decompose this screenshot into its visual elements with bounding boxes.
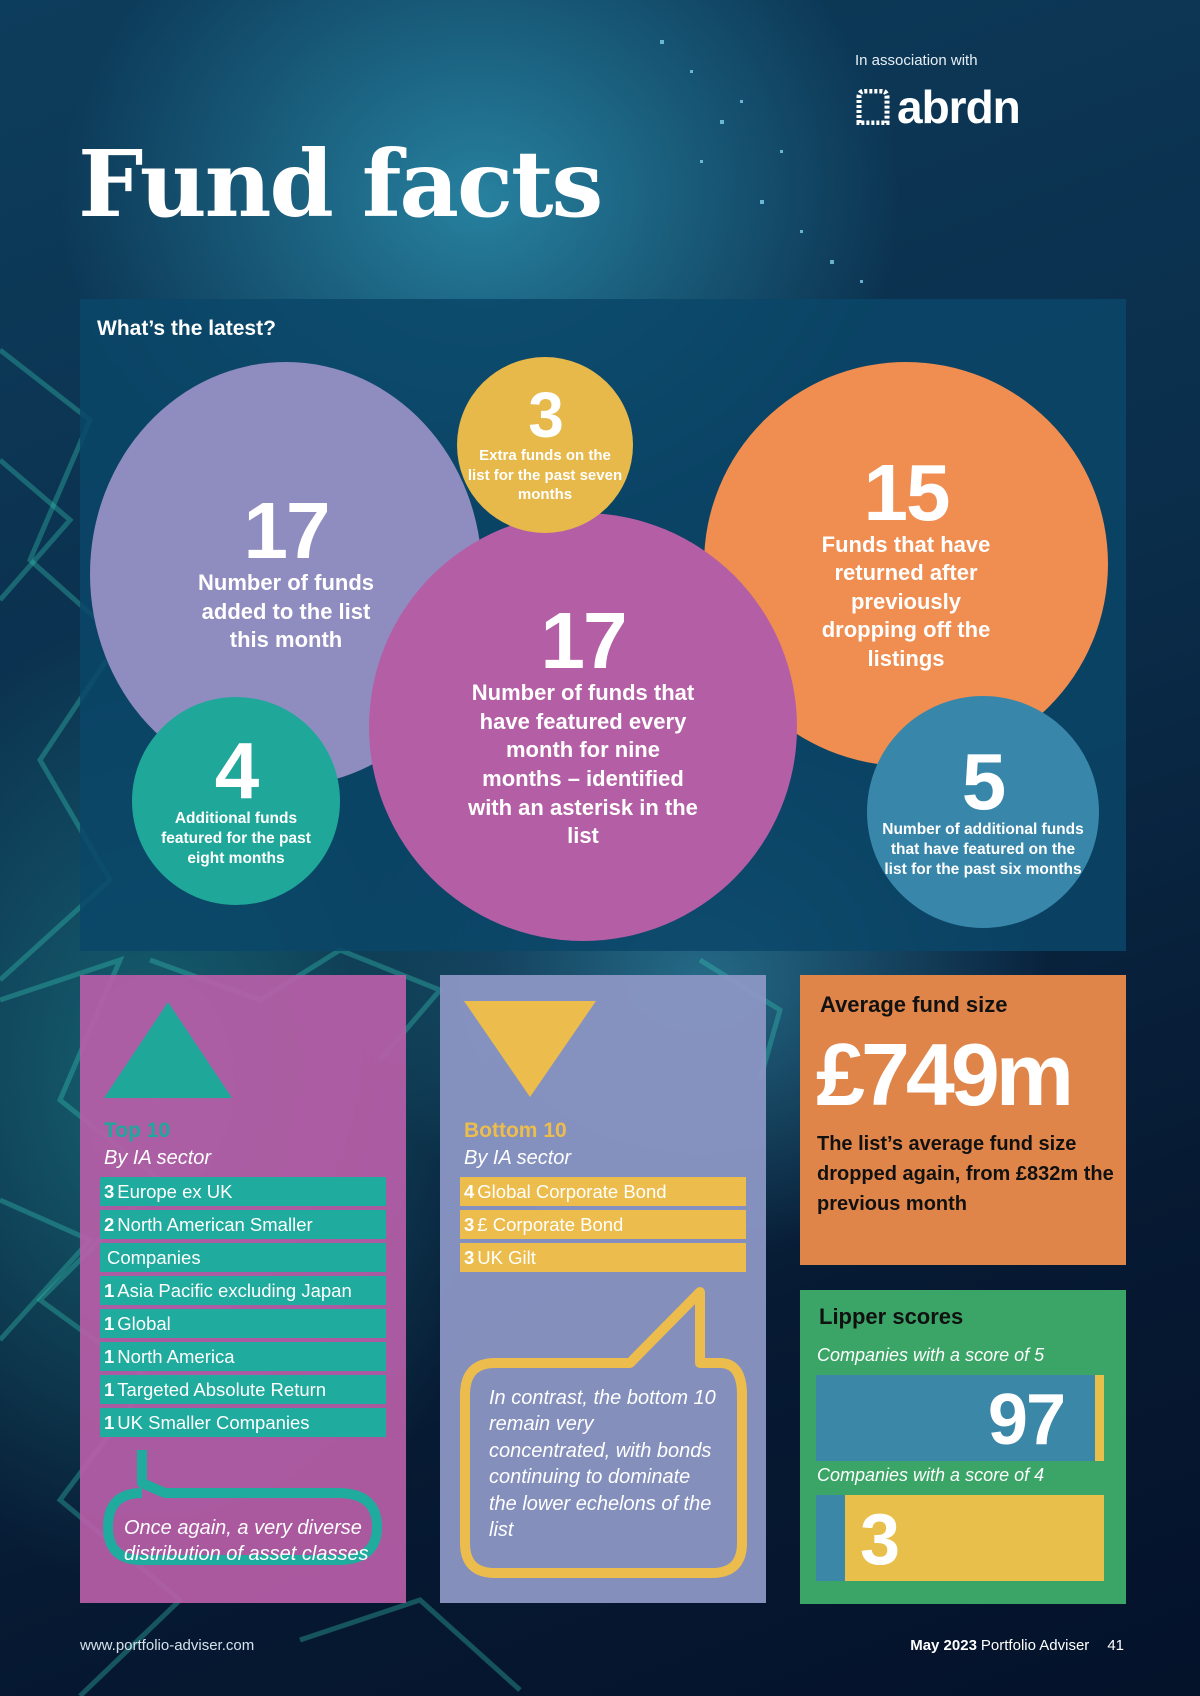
sector-count: 3 (104, 1181, 115, 1202)
stat-circle-six-months (867, 696, 1099, 928)
stat-description: Number of funds that have featured every month for nine months – identified with an asterisk in the list (468, 680, 698, 849)
issue-date: May 2023 (910, 1637, 977, 1654)
whats-the-latest-section (80, 299, 1126, 951)
score-5-bar (816, 1375, 1104, 1461)
stat-number: 17 (243, 486, 329, 576)
top-10-bubble-text: Once again, a very diverse distribution of asset classes (124, 1517, 369, 1566)
sector-name: Asia Pacific excluding Japan (117, 1280, 352, 1301)
top-10-heading: Top 10 (104, 1119, 171, 1142)
association-text: In association with (855, 52, 978, 69)
sector-name: UK Gilt (477, 1247, 536, 1268)
lipper-scores-heading: Lipper scores (819, 1304, 964, 1329)
stat-description: Number of funds added to the list this month (198, 570, 374, 653)
bottom-10-bubble-text: In contrast, the bottom 10 remain very concentrated, with bonds continuing to dominate the lower echelons of the list (489, 1387, 716, 1541)
stat-circle-eight-months (132, 697, 340, 905)
footer-url: www.portfolio-adviser.com (80, 1637, 255, 1654)
publication-name: Portfolio Adviser (980, 1637, 1090, 1654)
lipper-scores-panel (800, 1290, 1126, 1604)
speech-bubble-icon (80, 975, 406, 1603)
sector-count: 1 (104, 1412, 115, 1433)
stat-number: 15 (863, 447, 949, 537)
score-4-bar (816, 1495, 1104, 1581)
sector-name: Targeted Absolute Return (117, 1379, 327, 1400)
sector-name: UK Smaller Companies (117, 1412, 310, 1433)
bottom-10-panel (440, 975, 766, 1603)
score-4-value: 3 (860, 1500, 901, 1580)
sector-name: North America (117, 1346, 235, 1367)
sector-name: Global (117, 1313, 171, 1334)
bottom-10-heading: Bottom 10 (464, 1119, 567, 1142)
stat-circle-nine-months (369, 513, 797, 941)
sector-count: 3 (464, 1247, 475, 1268)
score-5-value: 97 (987, 1380, 1064, 1460)
sector-name: £ Corporate Bond (477, 1214, 624, 1235)
average-fund-size-description: The list’s average fund size dropped again, from £832m the previous month (817, 1133, 1114, 1215)
average-fund-size-heading: Average fund size (820, 992, 1008, 1017)
sector-name: Global Corporate Bond (477, 1181, 667, 1202)
stat-description: Number of additional funds that have featured on the list for the past six months (882, 820, 1084, 879)
sector-count: 3 (464, 1214, 475, 1235)
top-10-subheading: By IA sector (104, 1147, 212, 1169)
sector-count: 4 (464, 1181, 475, 1202)
bottom-10-subheading: By IA sector (464, 1147, 572, 1169)
score-5-label: Companies with a score of 5 (817, 1345, 1045, 1365)
sector-count: 2 (104, 1214, 115, 1235)
section-heading: What’s the latest? (97, 317, 276, 340)
stat-number: 17 (540, 596, 626, 686)
average-fund-size-value: £749m (816, 1025, 1071, 1124)
stat-description: Extra funds on the list for the past seven months (467, 447, 623, 504)
score-4-label: Companies with a score of 4 (817, 1465, 1045, 1485)
abrdn-logo (855, 81, 1020, 133)
sector-name: Europe ex UK (117, 1181, 233, 1202)
stat-circle-seven-months (457, 357, 633, 533)
sector-count: 1 (104, 1280, 115, 1301)
sector-count: 1 (104, 1313, 115, 1334)
sector-count: 1 (104, 1379, 115, 1400)
page-title: Fund facts (78, 130, 602, 238)
top-10-panel (80, 975, 406, 1603)
stat-number: 3 (528, 379, 562, 452)
abrdn-logo-word: abrdn (897, 81, 1020, 133)
page-number: 41 (1107, 1637, 1124, 1654)
stat-number: 4 (214, 725, 258, 815)
stat-description: Funds that have returned after previously dropping off the listings (821, 531, 991, 671)
sector-count: 1 (104, 1346, 115, 1367)
abrdn-logo-mark-icon (855, 89, 891, 125)
score-4-bar-fill (816, 1495, 845, 1581)
sector-name: North American Smaller (117, 1214, 313, 1235)
sector-name: Companies (107, 1247, 201, 1268)
stat-number: 5 (961, 736, 1005, 826)
footer-issue (910, 1637, 1124, 1654)
average-fund-size-panel (800, 975, 1126, 1265)
stat-description: Additional funds featured for the past eight months (161, 809, 311, 868)
